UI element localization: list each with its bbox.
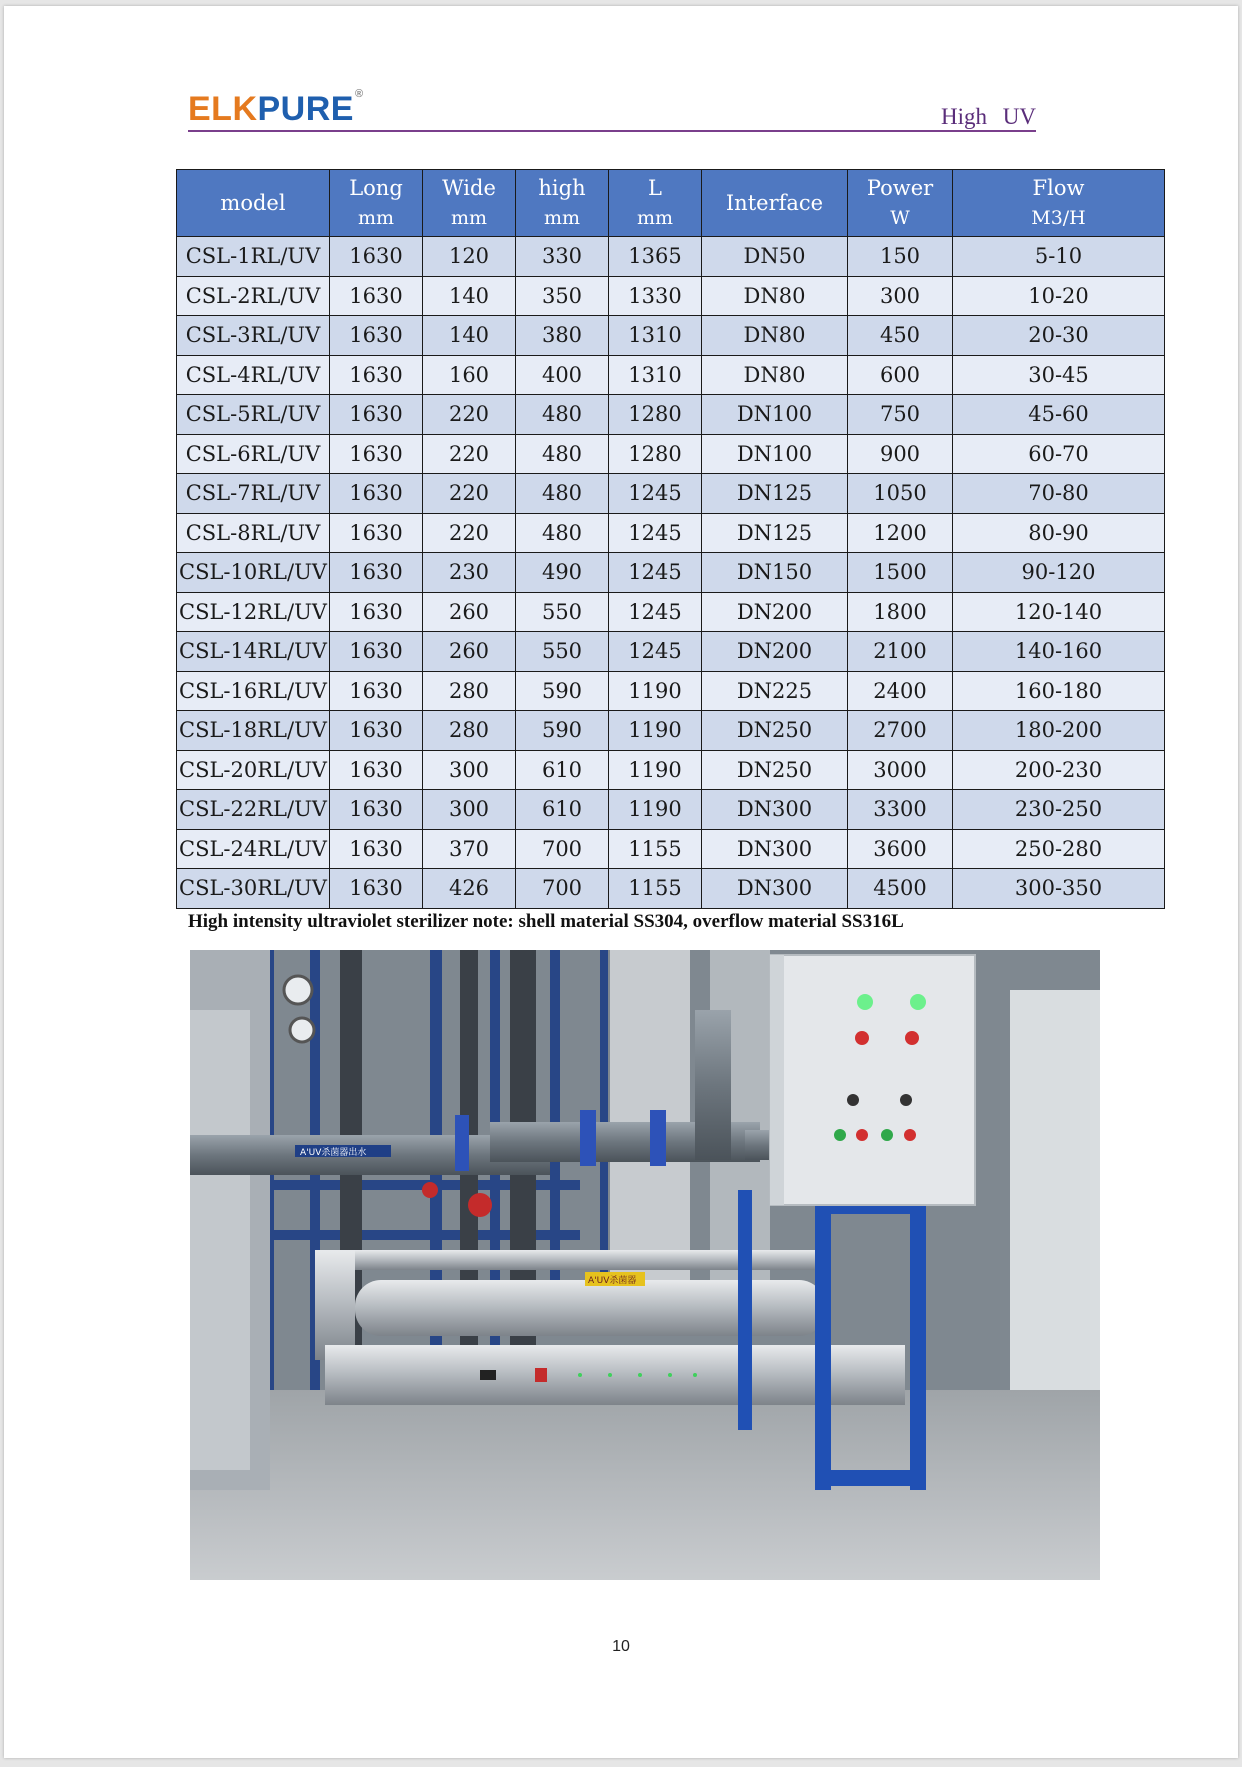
table-cell: CSL-5RL/UV bbox=[177, 395, 330, 435]
logo-text-pure: PURE bbox=[257, 90, 354, 128]
table-cell: CSL-30RL/UV bbox=[177, 869, 330, 909]
table-cell: 380 bbox=[516, 316, 609, 356]
table-body bbox=[177, 237, 1165, 909]
registered-mark: ® bbox=[354, 88, 364, 100]
table-cell: CSL-8RL/UV bbox=[177, 513, 330, 553]
table-cell: 1155 bbox=[609, 869, 702, 909]
material-note: High intensity ultraviolet sterilizer note: shell material SS304, overflow material SS316L bbox=[188, 911, 904, 932]
table-cell: CSL-6RL/UV bbox=[177, 434, 330, 474]
table-cell: DN125 bbox=[702, 513, 848, 553]
table-row bbox=[177, 276, 1165, 316]
table-row bbox=[177, 671, 1165, 711]
pipe-label-text: A'UV杀菌器出水 bbox=[300, 1148, 367, 1158]
table-cell: 610 bbox=[516, 750, 609, 790]
table-cell: 1190 bbox=[609, 671, 702, 711]
table-row bbox=[177, 711, 1165, 751]
table-cell: 600 bbox=[848, 355, 953, 395]
table-cell: 1245 bbox=[609, 513, 702, 553]
unit-label-text: A'UV杀菌器 bbox=[588, 1276, 637, 1286]
table-cell: 120-140 bbox=[953, 592, 1165, 632]
table-row bbox=[177, 829, 1165, 869]
table-cell: 20-30 bbox=[953, 316, 1165, 356]
table-cell: CSL-14RL/UV bbox=[177, 632, 330, 672]
table-cell: 550 bbox=[516, 592, 609, 632]
table-row bbox=[177, 632, 1165, 672]
table-cell: 610 bbox=[516, 790, 609, 830]
table-cell: 426 bbox=[423, 869, 516, 909]
table-row bbox=[177, 355, 1165, 395]
table-cell: 1245 bbox=[609, 592, 702, 632]
table-row bbox=[177, 474, 1165, 514]
table-cell: DN80 bbox=[702, 276, 848, 316]
table-cell: CSL-2RL/UV bbox=[177, 276, 330, 316]
table-cell: 300 bbox=[848, 276, 953, 316]
table-cell: 280 bbox=[423, 671, 516, 711]
table-cell: 220 bbox=[423, 434, 516, 474]
table-cell: 5-10 bbox=[953, 237, 1165, 277]
table-cell: CSL-4RL/UV bbox=[177, 355, 330, 395]
table-row bbox=[177, 237, 1165, 277]
table-cell: 1245 bbox=[609, 632, 702, 672]
table-cell: 480 bbox=[516, 395, 609, 435]
table-cell: 140-160 bbox=[953, 632, 1165, 672]
table-cell: DN100 bbox=[702, 434, 848, 474]
table-cell: CSL-3RL/UV bbox=[177, 316, 330, 356]
table-cell: 700 bbox=[516, 829, 609, 869]
table-cell: DN300 bbox=[702, 829, 848, 869]
table-cell: 70-80 bbox=[953, 474, 1165, 514]
table-cell: 160 bbox=[423, 355, 516, 395]
table-cell: 1630 bbox=[330, 355, 423, 395]
table-cell: 45-60 bbox=[953, 395, 1165, 435]
table-cell: 200-230 bbox=[953, 750, 1165, 790]
table-cell: 250-280 bbox=[953, 829, 1165, 869]
table-cell: DN150 bbox=[702, 553, 848, 593]
table-cell: DN80 bbox=[702, 355, 848, 395]
table-cell: CSL-10RL/UV bbox=[177, 553, 330, 593]
table-cell: 230-250 bbox=[953, 790, 1165, 830]
table-cell: 1190 bbox=[609, 750, 702, 790]
logo-text-elk: ELK bbox=[188, 90, 258, 128]
table-cell: CSL-20RL/UV bbox=[177, 750, 330, 790]
table-cell: 900 bbox=[848, 434, 953, 474]
table-row bbox=[177, 395, 1165, 435]
table-cell: 1800 bbox=[848, 592, 953, 632]
table-cell: CSL-7RL/UV bbox=[177, 474, 330, 514]
table-row bbox=[177, 553, 1165, 593]
table-cell: 330 bbox=[516, 237, 609, 277]
table-cell: 1630 bbox=[330, 671, 423, 711]
column-header-model: model bbox=[177, 170, 330, 237]
table-cell: 1245 bbox=[609, 553, 702, 593]
page-header bbox=[188, 84, 1036, 132]
table-cell: 350 bbox=[516, 276, 609, 316]
table-cell: 1630 bbox=[330, 711, 423, 751]
table-cell: 1630 bbox=[330, 869, 423, 909]
table-header-row bbox=[177, 170, 1165, 237]
table-row bbox=[177, 750, 1165, 790]
table-cell: 1630 bbox=[330, 276, 423, 316]
table-cell: DN200 bbox=[702, 632, 848, 672]
table-cell: 1190 bbox=[609, 711, 702, 751]
header-section-title: High UV bbox=[941, 104, 1036, 129]
table-cell: 1630 bbox=[330, 237, 423, 277]
table-cell: CSL-24RL/UV bbox=[177, 829, 330, 869]
table-cell: DN300 bbox=[702, 790, 848, 830]
table-cell: 1190 bbox=[609, 790, 702, 830]
column-header-wide: Wide mm bbox=[423, 170, 516, 237]
table-cell: 550 bbox=[516, 632, 609, 672]
column-header-long: Long mm bbox=[330, 170, 423, 237]
table-cell: 300 bbox=[423, 750, 516, 790]
table-cell: 1310 bbox=[609, 355, 702, 395]
table-cell: 120 bbox=[423, 237, 516, 277]
table-cell: 590 bbox=[516, 711, 609, 751]
table-cell: CSL-12RL/UV bbox=[177, 592, 330, 632]
table-cell: 3600 bbox=[848, 829, 953, 869]
specification-table bbox=[176, 169, 1165, 909]
table-cell: 1630 bbox=[330, 750, 423, 790]
table-cell: 30-45 bbox=[953, 355, 1165, 395]
table-cell: 180-200 bbox=[953, 711, 1165, 751]
table-cell: 1200 bbox=[848, 513, 953, 553]
table-cell: DN50 bbox=[702, 237, 848, 277]
table-cell: 1630 bbox=[330, 395, 423, 435]
table-cell: 480 bbox=[516, 513, 609, 553]
table-cell: 1280 bbox=[609, 434, 702, 474]
table-cell: 1365 bbox=[609, 237, 702, 277]
page-number: 10 bbox=[612, 1638, 630, 1655]
table-cell: 450 bbox=[848, 316, 953, 356]
table-cell: DN200 bbox=[702, 592, 848, 632]
table-cell: 590 bbox=[516, 671, 609, 711]
table-cell: 220 bbox=[423, 395, 516, 435]
table-cell: 260 bbox=[423, 632, 516, 672]
table-cell: CSL-18RL/UV bbox=[177, 711, 330, 751]
table-cell: 480 bbox=[516, 474, 609, 514]
table-row bbox=[177, 869, 1165, 909]
table-row bbox=[177, 434, 1165, 474]
table-cell: DN250 bbox=[702, 711, 848, 751]
uv-sterilizer-photo bbox=[190, 950, 1100, 1580]
table-cell: 1330 bbox=[609, 276, 702, 316]
table-cell: 4500 bbox=[848, 869, 953, 909]
table-row bbox=[177, 513, 1165, 553]
column-header-high: high mm bbox=[516, 170, 609, 237]
column-header-power: Power W bbox=[848, 170, 953, 237]
table-cell: 60-70 bbox=[953, 434, 1165, 474]
table-cell: 260 bbox=[423, 592, 516, 632]
table-cell: 1630 bbox=[330, 316, 423, 356]
table-cell: 2100 bbox=[848, 632, 953, 672]
table-cell: DN250 bbox=[702, 750, 848, 790]
column-unit: M3/H bbox=[1031, 207, 1086, 229]
table-row bbox=[177, 592, 1165, 632]
table-cell: 80-90 bbox=[953, 513, 1165, 553]
table-cell: 700 bbox=[516, 869, 609, 909]
table-row bbox=[177, 790, 1165, 830]
table-cell: 490 bbox=[516, 553, 609, 593]
table-cell: 480 bbox=[516, 434, 609, 474]
table-cell: 1500 bbox=[848, 553, 953, 593]
table-cell: 1050 bbox=[848, 474, 953, 514]
table-cell: 300-350 bbox=[953, 869, 1165, 909]
table-cell: 1630 bbox=[330, 474, 423, 514]
table-cell: 1155 bbox=[609, 829, 702, 869]
table-cell: DN300 bbox=[702, 869, 848, 909]
table-cell: 1630 bbox=[330, 632, 423, 672]
table-cell: CSL-16RL/UV bbox=[177, 671, 330, 711]
table-cell: CSL-22RL/UV bbox=[177, 790, 330, 830]
column-unit: mm bbox=[543, 207, 581, 229]
table-cell: 280 bbox=[423, 711, 516, 751]
elkpure-logo bbox=[188, 90, 364, 129]
table-cell: 1630 bbox=[330, 553, 423, 593]
table-cell: 1630 bbox=[330, 434, 423, 474]
column-unit: W bbox=[890, 207, 910, 229]
column-unit: mm bbox=[636, 207, 674, 229]
table-cell: 1630 bbox=[330, 829, 423, 869]
table-cell: 220 bbox=[423, 513, 516, 553]
column-header-flow: Flow M3/H bbox=[953, 170, 1165, 237]
table-cell: 140 bbox=[423, 276, 516, 316]
table-cell: 750 bbox=[848, 395, 953, 435]
column-header-interface: Interface bbox=[702, 170, 848, 237]
table-cell: 1280 bbox=[609, 395, 702, 435]
table-cell: 370 bbox=[423, 829, 516, 869]
table-cell: 2700 bbox=[848, 711, 953, 751]
column-unit: mm bbox=[450, 207, 488, 229]
table-cell: 1630 bbox=[330, 513, 423, 553]
table-cell: 1630 bbox=[330, 790, 423, 830]
column-header-l: L mm bbox=[609, 170, 702, 237]
table-cell: DN125 bbox=[702, 474, 848, 514]
table-cell: 2400 bbox=[848, 671, 953, 711]
table-cell: 230 bbox=[423, 553, 516, 593]
table-cell: CSL-1RL/UV bbox=[177, 237, 330, 277]
table-cell: 1630 bbox=[330, 592, 423, 632]
table-cell: DN80 bbox=[702, 316, 848, 356]
column-unit: mm bbox=[357, 207, 395, 229]
table-cell: 220 bbox=[423, 474, 516, 514]
table-cell: 140 bbox=[423, 316, 516, 356]
table-cell: 3300 bbox=[848, 790, 953, 830]
table-cell: DN225 bbox=[702, 671, 848, 711]
table-cell: 300 bbox=[423, 790, 516, 830]
table-cell: 1310 bbox=[609, 316, 702, 356]
table-cell: DN100 bbox=[702, 395, 848, 435]
table-cell: 400 bbox=[516, 355, 609, 395]
table-cell: 90-120 bbox=[953, 553, 1165, 593]
table-cell: 1245 bbox=[609, 474, 702, 514]
table-cell: 160-180 bbox=[953, 671, 1165, 711]
table-cell: 3000 bbox=[848, 750, 953, 790]
table-row bbox=[177, 316, 1165, 356]
table-cell: 10-20 bbox=[953, 276, 1165, 316]
table-cell: 150 bbox=[848, 237, 953, 277]
